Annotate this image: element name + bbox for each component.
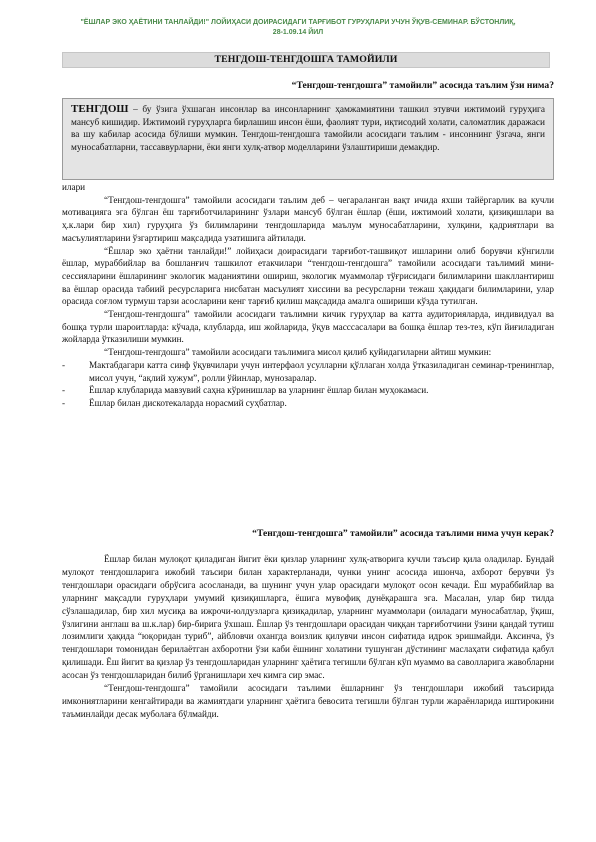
list-item-text: Мактабдагари катта синф ўқувчилари учун интерфаол усулларни қўллаган холда ўтказиладиган семинар-тренинглар, мисол учун, “ақлий хужум”, ролли ўйинлар, мунозаралар. [89, 359, 554, 383]
document-title: ТЕНГДОШ-ТЕНГДОШГА ТАМОЙИЛИ [62, 52, 550, 68]
header-line-2: 28-1.09.14 ЙИЛ [272, 29, 324, 36]
examples-list [62, 359, 554, 410]
paragraph: “Тенгдош-тенгдошга” тамойили асосидаги таълими ёшларнинг ўз тенгдошлари ижобий таъсирида имкониятларини кенгайтиради ва жамиятдаги уларнинг ҳаётига бевосита тегишли бўлган турли жараёнларида иштирокини таъминлайди десак муболаға бўлмайди. [62, 683, 554, 719]
section-2-heading: “Тенгдош-тенгдошга” тамойили” асосида таълими нима учун керак? [252, 528, 554, 539]
paragraph: Ёшлар билан мулоқот қиладиган йигит ёки қизлар уларнинг хулқ-атворига кучли таъсир қила оладилар. Бундай мулоқот тенгдошларига ижобий таъсири билан характерланади, чунки унинг асосида ишонча, ахборот берувчи ўз тенгдошлари орасидаги обрўсига асосланади, ва шунинг учун улар орасидаги мулоқот осон кечади. Ёш мураббийлар ва уларнинг мақсадли гуруҳлари умумий қизиқишларга, ёшига мувофиқ дунёқарашга эга. Масалан, улар бир тилда сўзлашадилар, бир хил мусиқа ва ижрочи-юлдузларга қизиқадилар, уларнинг муаммолари (оиладаги муносабатлар, ўқиш, ўзлигини англаш ва ш.к.лар) бир-бирига ўхшаш. Ёшлар ўз тенгдошлари орасидан чиққан тарғиботчини ўзини қандай тутиш лозимлиги ҳақида “юқоридан туриб”, айбловчи охангда воизлик қилувчи инсон сифатида идрок эришмайди. Аксинча, ўз тенгдошлари томонидан берилаётган ахборотни ўзи каби ёшнинг холатини тушунган дўстининг маслаҳати сифатида қабул қилишади. Ёш йигит ва қизлар ўз тенгдошларидан уларнинг ҳаётига тегишли бўлган кўп муаммо ва саволларига жавобларни асосан ўз тенгдошларидан билиб ўрганишлари хеч кимга сир эмас. [62, 554, 554, 681]
paragraph: “Ёшлар эко ҳаётни танлайди!” лойиҳаси доирасидаги тарғибот-ташвиқот ишларини олиб борувчи кўнгилли ёшлар, мураббийлар ва бошланғич ташкилот етакчилари “тенгдош-тенгдошга” тамойили асосидаги таълимий мини-сессияларини ёшларининг экологик маданиятини ошириш, экологик муаммолар тўғрисидаги билимларини шакллантириш ва ёшлар орасида табиий ресурсларига нисбатан масъулият хиссини ва ресурсларни тежаш ҳақидаги билимларини, улар орасида соғлом турмуш тарзи асосларини кенг тарғиб қилиш мақсадида амалга ошириши кўзда тутилган. [62, 245, 554, 307]
header-line-1: "ЁШЛАР ЭКО ҲАЁТИНИ ТАНЛАЙДИ!" ЛОЙИҲАСИ ДОИРАСИДАГИ ТАРҒИБОТ ГУРУҲЛАРИ УЧУН ЎҚУВ-СЕМИНАР. БЎСТОНЛИҚ, [80, 19, 516, 26]
section-1-body [62, 181, 554, 410]
list-item-text: Ёшлар клубларида мавзувий саҳна кўринишлар ва уларнинг ёшлар билан муҳокамаси. [89, 385, 429, 396]
section-2-body [62, 553, 554, 721]
dash-bullet-icon: - [62, 397, 66, 408]
section-1-heading: “Тенгдош-тенгдошга” тамойили” асосида таълим ўзи нима? [291, 80, 554, 91]
list-item [62, 359, 554, 384]
list-item [62, 384, 554, 397]
dash-bullet-icon: - [62, 385, 66, 396]
paragraph: “Тенгдош-тенгдошга” тамойили асосидаги таълимига мисол қилиб қуйидагиларни айтиш мумкин: [104, 347, 492, 358]
definition-box [62, 98, 554, 180]
page-header [60, 18, 536, 38]
list-item [62, 397, 554, 410]
paragraph: “Тенгдош-тенгдошга” тамойили асосидаги таълимни кичик гуруҳлар ва катта аудиторияларда, индивидуал ва бошқа турли шароитларда: кўчада, клубларда, иш жойларида, ўқув масссасалари ва бошқа ёшлар тез-тез, кўп йиғиладиган жойларда ўтказилиши мумкин. [62, 309, 554, 345]
paragraph: “Тенгдош-тенгдошга” тамойили асосидаги таълим деб – чегараланган вақт ичида яхши тайёргарлик ва кучли мотивацияга эга бўлган ёш тарғиботчиларининг ўзлари мансуб бўлган ёшлар (ёши, ижтимоий холати, қизиқишлари ва ҳ.к.лари бир хил) гуруҳига ўз билимларини тенгдошларида маълум муносабатларини, хулқини, қадриятлари ва масъулиятларини ўзгартириш мақсадида узатишига айтилади. [62, 194, 554, 243]
dash-bullet-icon: - [62, 359, 66, 370]
list-item-text: Ёшлар билан дискотекаларда норасмий суҳбатлар. [89, 397, 287, 408]
continuation-text: илари [62, 182, 86, 192]
definition-text: – бу ўзига ўхшаган инсонлар ва инсонларнинг ҳамжамиятини ташкил этувчи ижтимоий гуруҳига мансуб кишидир. Ижтимоий гуруҳларга бирлашиш инсон ёши, фаолият тури, иқтисодий холати, саломатлик даражаси ва шу кабилар асосида бўлиши мумкин. Тенгдош-тенгдошга тамойили асосидаги таълим - инсоннинг ўзгача, янги муносабатларни, тассаввурларни, ёки янги хулқ-атвор моделларини ўзлаштириши демакдир. [71, 105, 545, 153]
definition-term: ТЕНГДОШ [71, 103, 129, 115]
